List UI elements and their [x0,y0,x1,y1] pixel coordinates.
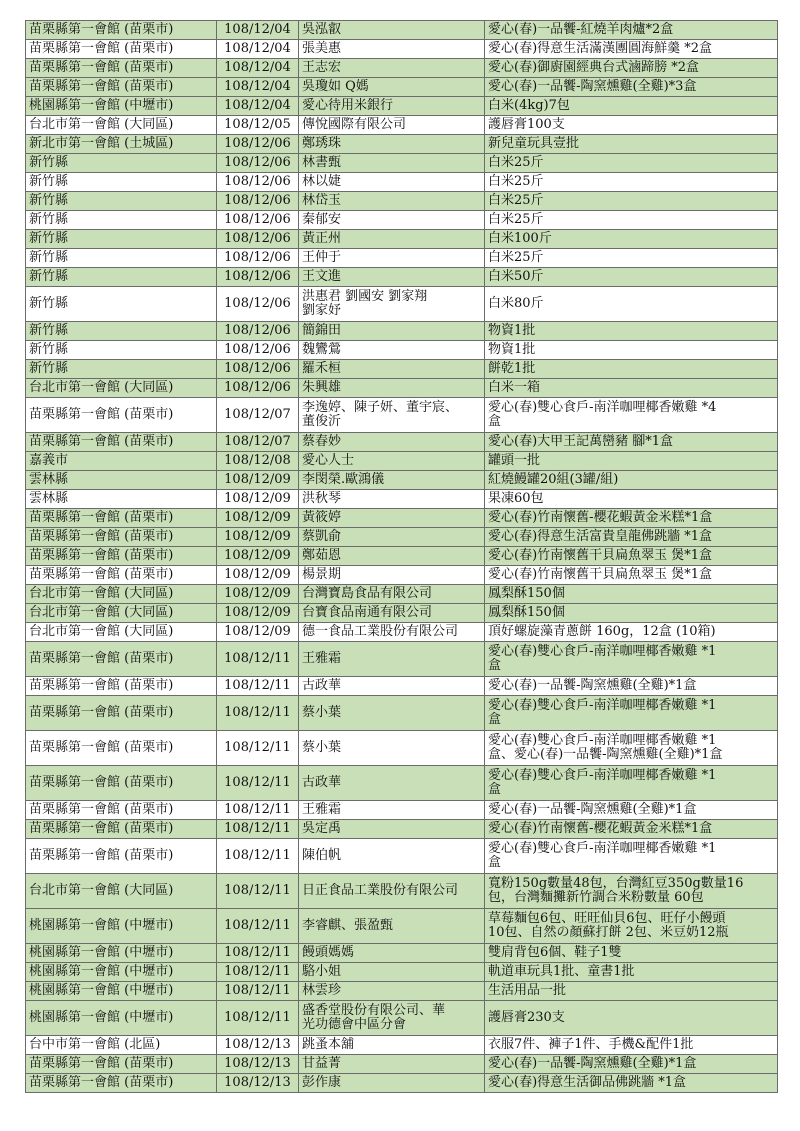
cell-donor: 陳伯帆 [299,839,485,874]
cell-date: 108/12/11 [217,944,299,963]
table-row [26,322,778,341]
cell-venue: 新竹縣 [26,287,217,322]
cell-date: 108/12/06 [217,322,299,341]
cell-venue: 新竹縣 [26,154,217,173]
cell-venue: 苗栗縣第一會館 (苗栗市) [26,528,217,547]
cell-date: 108/12/06 [217,249,299,268]
cell-venue: 苗栗縣第一會館 (苗栗市) [26,839,217,874]
cell-item: 白米100斤 [485,230,778,249]
cell-date: 108/12/11 [217,1001,299,1036]
cell-date: 108/12/09 [217,528,299,547]
cell-date: 108/12/09 [217,471,299,490]
cell-date: 108/12/09 [217,585,299,604]
cell-date: 108/12/04 [217,59,299,78]
cell-date: 108/12/04 [217,40,299,59]
cell-date: 108/12/09 [217,623,299,642]
table-row [26,452,778,471]
cell-venue: 苗栗縣第一會館 (苗栗市) [26,1055,217,1074]
table-row [26,135,778,154]
cell-donor: 羅禾桓 [299,360,485,379]
cell-date: 108/12/11 [217,766,299,801]
cell-item: 白米(4kg)7包 [485,97,778,116]
cell-date: 108/12/04 [217,97,299,116]
cell-donor: 駱小姐 [299,963,485,982]
cell-item: 愛心(春)御廚園經典台式滷蹄膀 *2盒 [485,59,778,78]
cell-venue: 新竹縣 [26,173,217,192]
cell-date: 108/12/06 [217,211,299,230]
cell-item: 紅燒鰻罐20組(3罐/組) [485,471,778,490]
cell-venue: 台中市第一會館 (北區) [26,1036,217,1055]
cell-item: 護唇膏100支 [485,116,778,135]
cell-donor: 楊景期 [299,566,485,585]
table-row [26,566,778,585]
cell-item: 愛心(春)雙心食戶-南洋咖哩椰香嫩雞 *1 盒 [485,839,778,874]
table-row [26,230,778,249]
cell-item: 鳳梨酥150個 [485,585,778,604]
cell-donor: 張美惠 [299,40,485,59]
cell-item: 愛心(春)竹南懷舊干貝扁魚翠玉 煲*1盒 [485,547,778,566]
cell-donor: 蔡春妙 [299,433,485,452]
cell-venue: 苗栗縣第一會館 (苗栗市) [26,766,217,801]
cell-venue: 台北市第一會館 (大同區) [26,623,217,642]
cell-donor: 蔡凱俞 [299,528,485,547]
table-row [26,433,778,452]
cell-date: 108/12/13 [217,1074,299,1093]
cell-item: 白米80斤 [485,287,778,322]
cell-donor: 蔡小葉 [299,696,485,731]
cell-venue: 台北市第一會館 (大同區) [26,874,217,909]
table-row [26,1055,778,1074]
cell-date: 108/12/09 [217,490,299,509]
cell-donor: 王雅霜 [299,642,485,677]
table-row [26,211,778,230]
table-row [26,1074,778,1093]
cell-donor: 台寶食品南通有限公司 [299,604,485,623]
cell-item: 白米一箱 [485,379,778,398]
cell-date: 108/12/09 [217,509,299,528]
cell-item: 白米50斤 [485,268,778,287]
cell-date: 108/12/11 [217,839,299,874]
table-row [26,623,778,642]
cell-venue: 新竹縣 [26,268,217,287]
table-row [26,528,778,547]
cell-date: 108/12/06 [217,379,299,398]
cell-venue: 桃園縣第一會館 (中壢市) [26,944,217,963]
table-row [26,820,778,839]
cell-venue: 苗栗縣第一會館 (苗栗市) [26,731,217,766]
cell-item: 雙肩背包6個、鞋子1雙 [485,944,778,963]
cell-donor: 傳悅國際有限公司 [299,116,485,135]
cell-item: 生活用品一批 [485,982,778,1001]
cell-donor: 林雲珍 [299,982,485,1001]
cell-venue: 苗栗縣第一會館 (苗栗市) [26,677,217,696]
cell-venue: 苗栗縣第一會館 (苗栗市) [26,59,217,78]
cell-donor: 愛心待用米銀行 [299,97,485,116]
cell-venue: 新竹縣 [26,230,217,249]
cell-venue: 苗栗縣第一會館 (苗栗市) [26,1074,217,1093]
cell-item: 愛心(春)雙心食戶-南洋咖哩椰香嫩雞 *4 盒 [485,398,778,433]
cell-item: 愛心(春)大甲王記萬巒豬 腳*1盒 [485,433,778,452]
cell-item: 寬粉150g數量48包，台灣紅豆350g數量16 包，台灣麵攤新竹調合米粉數量 60包 [485,874,778,909]
cell-venue: 新竹縣 [26,322,217,341]
table-row [26,696,778,731]
cell-donor: 簡錦田 [299,322,485,341]
table-row [26,154,778,173]
cell-date: 108/12/11 [217,909,299,944]
cell-venue: 桃園縣第一會館 (中壢市) [26,97,217,116]
table-row [26,944,778,963]
cell-date: 108/12/11 [217,677,299,696]
cell-donor: 跳蚤本舖 [299,1036,485,1055]
cell-date: 108/12/08 [217,452,299,471]
cell-date: 108/12/07 [217,398,299,433]
cell-donor: 李睿麒、張盈甄 [299,909,485,944]
cell-date: 108/12/11 [217,982,299,1001]
cell-venue: 台北市第一會館 (大同區) [26,379,217,398]
cell-date: 108/12/11 [217,642,299,677]
donation-table [25,20,778,1093]
cell-date: 108/12/06 [217,154,299,173]
cell-date: 108/12/07 [217,433,299,452]
cell-date: 108/12/04 [217,21,299,40]
table-row [26,398,778,433]
cell-venue: 苗栗縣第一會館 (苗栗市) [26,78,217,97]
cell-donor: 日正食品工業股份有限公司 [299,874,485,909]
cell-donor: 鄭琇珠 [299,135,485,154]
cell-item: 新兒童玩具壹批 [485,135,778,154]
cell-date: 108/12/13 [217,1036,299,1055]
cell-venue: 苗栗縣第一會館 (苗栗市) [26,433,217,452]
cell-item: 物資1批 [485,322,778,341]
cell-donor: 李逸婷、陳子妍、董宇宸、 董俊沂 [299,398,485,433]
cell-venue: 新北市第一會館 (土城區) [26,135,217,154]
cell-donor: 盛香堂股份有限公司、華 光功德會中區分會 [299,1001,485,1036]
cell-date: 108/12/06 [217,341,299,360]
cell-item: 愛心(春)竹南懷舊-櫻花蝦黃金米糕*1盒 [485,820,778,839]
cell-venue: 嘉義市 [26,452,217,471]
cell-date: 108/12/13 [217,1055,299,1074]
table-row [26,509,778,528]
cell-venue: 桃園縣第一會館 (中壢市) [26,963,217,982]
cell-item: 愛心(春)一品饗-紅燒羊肉爐*2盒 [485,21,778,40]
cell-donor: 李閔榮.歐鴻儀 [299,471,485,490]
cell-date: 108/12/11 [217,874,299,909]
cell-venue: 台北市第一會館 (大同區) [26,604,217,623]
cell-item: 衣服7件、褲子1件、手機&配件1批 [485,1036,778,1055]
cell-donor: 黃正州 [299,230,485,249]
table-row [26,547,778,566]
cell-venue: 苗栗縣第一會館 (苗栗市) [26,398,217,433]
cell-item: 白米25斤 [485,211,778,230]
cell-date: 108/12/06 [217,192,299,211]
cell-item: 軌道車玩具1批、童書1批 [485,963,778,982]
cell-date: 108/12/06 [217,360,299,379]
cell-donor: 朱興雄 [299,379,485,398]
cell-donor: 林以婕 [299,173,485,192]
cell-item: 白米25斤 [485,173,778,192]
cell-item: 餅乾1批 [485,360,778,379]
cell-item: 愛心(春)一品饗-陶窯燻雞(全雞)*1盒 [485,801,778,820]
table-row [26,471,778,490]
cell-donor: 德一食品工業股份有限公司 [299,623,485,642]
cell-item: 果凍60包 [485,490,778,509]
cell-venue: 新竹縣 [26,211,217,230]
cell-donor: 甘益菁 [299,1055,485,1074]
table-row [26,249,778,268]
cell-donor: 蔡小葉 [299,731,485,766]
table-row [26,341,778,360]
cell-date: 108/12/06 [217,230,299,249]
cell-item: 白米25斤 [485,249,778,268]
cell-date: 108/12/06 [217,135,299,154]
cell-date: 108/12/05 [217,116,299,135]
cell-date: 108/12/09 [217,547,299,566]
cell-donor: 吳定禹 [299,820,485,839]
cell-item: 愛心(春)一品饗-陶窯燻雞(全雞)*3盒 [485,78,778,97]
cell-donor: 洪惠君 劉國安 劉家翔 劉家妤 [299,287,485,322]
cell-venue: 台北市第一會館 (大同區) [26,116,217,135]
cell-date: 108/12/11 [217,731,299,766]
cell-donor: 林書甄 [299,154,485,173]
cell-date: 108/12/06 [217,287,299,322]
cell-date: 108/12/06 [217,268,299,287]
table-row [26,1001,778,1036]
table-row [26,192,778,211]
table-row [26,268,778,287]
table-row [26,839,778,874]
cell-donor: 王文進 [299,268,485,287]
cell-item: 頂好螺旋藻青蔥餅 160g，12盒 (10箱) [485,623,778,642]
cell-date: 108/12/11 [217,963,299,982]
donation-record-sheet [25,20,777,1093]
cell-donor: 魏鸞鶯 [299,341,485,360]
cell-venue: 苗栗縣第一會館 (苗栗市) [26,509,217,528]
table-row [26,59,778,78]
table-row [26,677,778,696]
table-row [26,97,778,116]
table-row [26,642,778,677]
cell-date: 108/12/11 [217,820,299,839]
cell-venue: 新竹縣 [26,192,217,211]
cell-venue: 桃園縣第一會館 (中壢市) [26,909,217,944]
cell-venue: 苗栗縣第一會館 (苗栗市) [26,21,217,40]
cell-donor: 林岱玉 [299,192,485,211]
table-row [26,801,778,820]
table-row [26,963,778,982]
cell-donor: 黃筱婷 [299,509,485,528]
cell-donor: 洪秋琴 [299,490,485,509]
table-row [26,1036,778,1055]
cell-donor: 吳泓叡 [299,21,485,40]
cell-item: 愛心(春)一品饗-陶窯燻雞(全雞)*1盒 [485,677,778,696]
cell-item: 愛心(春)一品饗-陶窯燻雞(全雞)*1盒 [485,1055,778,1074]
cell-donor: 饅頭媽媽 [299,944,485,963]
cell-donor: 古政華 [299,766,485,801]
table-row [26,874,778,909]
cell-venue: 苗栗縣第一會館 (苗栗市) [26,642,217,677]
cell-donor: 愛心人士 [299,452,485,471]
table-row [26,287,778,322]
table-row [26,78,778,97]
cell-donor: 鄭茹恩 [299,547,485,566]
cell-date: 108/12/04 [217,78,299,97]
cell-item: 愛心(春)雙心食戶-南洋咖哩椰香嫩雞 *1 盒 [485,642,778,677]
cell-item: 愛心(春)得意生活御品佛跳牆 *1盒 [485,1074,778,1093]
cell-item: 愛心(春)雙心食戶-南洋咖哩椰香嫩雞 *1 盒 [485,766,778,801]
table-row [26,982,778,1001]
cell-venue: 雲林縣 [26,471,217,490]
donation-table-body [26,21,778,1093]
cell-venue: 苗栗縣第一會館 (苗栗市) [26,547,217,566]
cell-donor: 台灣寶島食品有限公司 [299,585,485,604]
cell-donor: 秦郁安 [299,211,485,230]
cell-donor: 吳瓊如 Q媽 [299,78,485,97]
table-row [26,379,778,398]
cell-donor: 王志宏 [299,59,485,78]
cell-item: 愛心(春)竹南懷舊干貝扁魚翠玉 煲*1盒 [485,566,778,585]
cell-venue: 台北市第一會館 (大同區) [26,585,217,604]
table-row [26,40,778,59]
table-row [26,731,778,766]
cell-item: 白米25斤 [485,192,778,211]
cell-item: 鳳梨酥150個 [485,604,778,623]
cell-venue: 苗栗縣第一會館 (苗栗市) [26,696,217,731]
table-row [26,585,778,604]
cell-date: 108/12/09 [217,604,299,623]
cell-venue: 新竹縣 [26,249,217,268]
cell-venue: 雲林縣 [26,490,217,509]
cell-date: 108/12/11 [217,801,299,820]
cell-venue: 苗栗縣第一會館 (苗栗市) [26,820,217,839]
cell-item: 愛心(春)得意生活滿漢團圓海鮮羹 *2盒 [485,40,778,59]
cell-donor: 王仲于 [299,249,485,268]
cell-item: 白米25斤 [485,154,778,173]
cell-donor: 王雅霜 [299,801,485,820]
cell-venue: 新竹縣 [26,341,217,360]
cell-date: 108/12/11 [217,696,299,731]
table-row [26,21,778,40]
table-row [26,604,778,623]
cell-item: 草莓麵包6包、旺旺仙貝6包、旺仔小饅頭 10包、自然の顏蘇打餅 2包、米豆奶12瓶 [485,909,778,944]
cell-item: 罐頭一批 [485,452,778,471]
table-row [26,173,778,192]
cell-venue: 桃園縣第一會館 (中壢市) [26,1001,217,1036]
table-row [26,766,778,801]
cell-item: 愛心(春)雙心食戶-南洋咖哩椰香嫩雞 *1 盒、愛心(春)一品饗-陶窯燻雞(全雞)*1盒 [485,731,778,766]
cell-item: 愛心(春)竹南懷舊-櫻花蝦黃金米糕*1盒 [485,509,778,528]
cell-item: 愛心(春)得意生活富貴皇龍佛跳牆 *1盒 [485,528,778,547]
cell-date: 108/12/06 [217,173,299,192]
cell-item: 物資1批 [485,341,778,360]
cell-venue: 苗栗縣第一會館 (苗栗市) [26,40,217,59]
cell-venue: 桃園縣第一會館 (中壢市) [26,982,217,1001]
cell-item: 護唇膏230支 [485,1001,778,1036]
table-row [26,116,778,135]
cell-donor: 彭作康 [299,1074,485,1093]
cell-venue: 新竹縣 [26,360,217,379]
cell-venue: 苗栗縣第一會館 (苗栗市) [26,566,217,585]
cell-date: 108/12/09 [217,566,299,585]
cell-item: 愛心(春)雙心食戶-南洋咖哩椰香嫩雞 *1 盒 [485,696,778,731]
cell-donor: 古政華 [299,677,485,696]
cell-venue: 苗栗縣第一會館 (苗栗市) [26,801,217,820]
table-row [26,909,778,944]
table-row [26,490,778,509]
table-row [26,360,778,379]
